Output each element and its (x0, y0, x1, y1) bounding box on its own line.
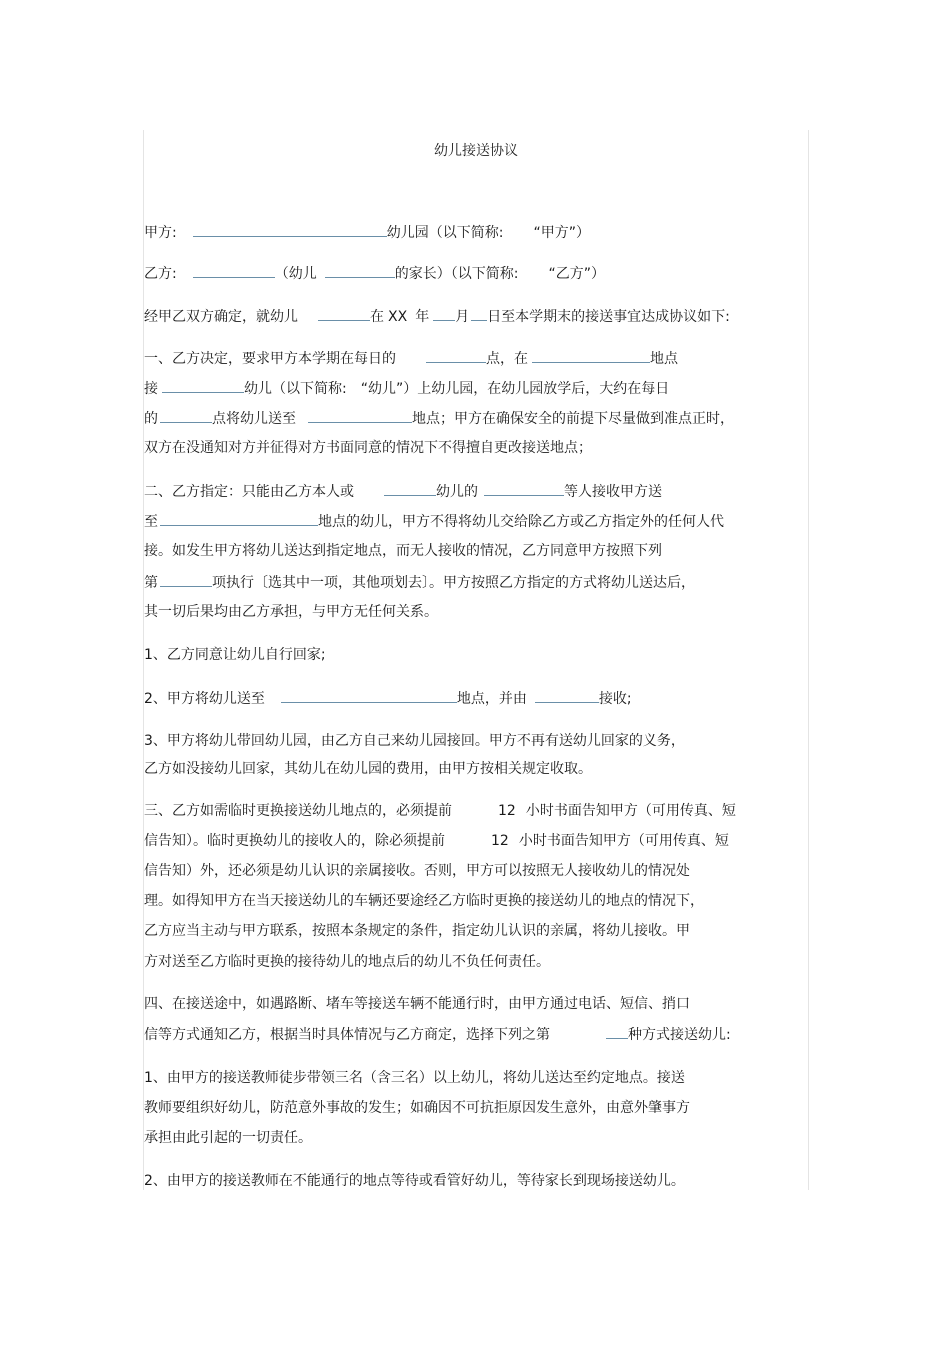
clause2-text-2a: 至 (144, 514, 158, 530)
party-a-label: 甲方: (144, 225, 177, 241)
clause1-dropoff-time-blank[interactable] (160, 408, 212, 423)
option1-line: 1、乙方同意让幼儿自行回家; (144, 647, 326, 663)
party-b-line (144, 263, 605, 283)
party-b-after: 的家长）（以下简称: (394, 266, 519, 282)
clause2-text-4a: 第 (144, 575, 158, 591)
option2-text-a: 2、甲方将幼儿送至 (144, 691, 265, 707)
clause1-dropoff-place-blank[interactable] (308, 408, 412, 423)
option3-line1: 3、甲方将幼儿带回幼儿园，由乙方自己来幼儿园接回。甲方不再有送幼儿回家的义务， (144, 733, 685, 749)
option2-text-b: 地点，并由 (456, 691, 527, 707)
clause2-text-1b: 幼儿的 (436, 484, 478, 500)
option2-line (144, 688, 632, 708)
clause1-time-blank[interactable] (426, 348, 486, 363)
intro-text-3: 年 (415, 309, 430, 325)
clause2-place-blank[interactable] (160, 511, 318, 526)
intro-text-5: 日至本学期末的接送事宜达成协议如下: (487, 309, 730, 325)
intro-line (144, 306, 730, 326)
party-b-alias: “乙方”） (548, 266, 605, 282)
clause1-text-3b: 点将幼儿送至 (212, 411, 296, 427)
clause3-line3: 信告知）外，还必须是幼儿认识的亲属接收。否则，甲方可以按照无人接收幼儿的情况处 (144, 863, 690, 879)
party-a-alias: “甲方”） (533, 225, 590, 241)
intro-text-2: 在 (370, 309, 384, 325)
option2-text-c: 接收; (598, 691, 632, 707)
clause3-text-2a: 信告知）。临时更换幼儿的接收人的，除必须提前 (144, 833, 445, 849)
clause3-text-1b: 小时书面告知甲方（可用传真、短 (525, 803, 736, 819)
party-b-mid: （幼儿 (274, 266, 317, 282)
clause1-line3 (144, 408, 734, 428)
clause2-text-1a: 二、乙方指定：只能由乙方本人或 (144, 484, 354, 500)
document-title: 幼儿接送协议 (434, 143, 518, 159)
party-a-name-blank[interactable] (193, 222, 387, 237)
method1-line1: 1、由甲方的接送教师徒步带领三名（含三名）以上幼儿，将幼儿送达至约定地点。接送 (144, 1070, 685, 1086)
clause1-text-1b: 点，在 (486, 351, 528, 367)
clause1-text-1a: 一、乙方决定，要求甲方本学期在每日的 (144, 351, 396, 367)
clause2-text-1c: 等人接收甲方送 (564, 484, 662, 500)
option2-place-blank[interactable] (281, 688, 457, 703)
clause1-line1 (144, 348, 678, 368)
clause3-hours-2: 12 (491, 833, 509, 849)
intro-year: XX (388, 309, 408, 325)
clause1-text-3c: 地点；甲方在确保安全的前提下尽量做到准点正时， (412, 411, 734, 427)
clause3-line5: 乙方应当主动与甲方联系，按照本条规定的条件，指定幼儿认识的亲属，将幼儿接收。甲 (144, 923, 690, 939)
clause2-line4 (144, 572, 695, 592)
clause1-text-2a: 接 (144, 381, 158, 397)
clause3-line1 (144, 801, 736, 821)
clause2-designee-blank[interactable] (384, 481, 436, 496)
clause1-text-3a: 的 (144, 411, 158, 427)
intro-day-blank[interactable] (471, 306, 487, 321)
clause4-line2 (144, 1024, 731, 1044)
clause4-line1: 四、在接送途中，如遇路断、堵车等接送车辆不能通行时，由甲方通过电话、短信、捎口 (144, 996, 690, 1012)
clause3-line6: 方对送至乙方临时更换的接待幼儿的地点后的幼儿不负任何责任。 (144, 954, 550, 970)
clause1-place-blank[interactable] (532, 348, 650, 363)
method1-line3: 承担由此引起的一切责任。 (144, 1130, 312, 1146)
clause4-text-2b: 种方式接送幼儿: (628, 1027, 731, 1043)
clause2-line2 (144, 511, 724, 531)
option2-receiver-blank[interactable] (535, 688, 599, 703)
method2-line: 2、由甲方的接送教师在不能通行的地点等待或看管好幼儿，等待家长到现场接送幼儿。 (144, 1173, 685, 1189)
clause4-method-blank[interactable] (606, 1024, 628, 1039)
clause1-text-1c: 地点 (650, 351, 678, 367)
intro-text-4: 月 (455, 309, 470, 325)
document-page (143, 130, 809, 1190)
party-a-after: 幼儿园（以下简称: (386, 225, 504, 241)
clause2-relation-blank[interactable] (484, 481, 564, 496)
clause1-line4: 双方在没通知对方并征得对方书面同意的情况下不得擅自更改接送地点； (144, 440, 592, 456)
clause2-option-blank[interactable] (160, 572, 212, 587)
clause2-line3: 接。如发生甲方将幼儿送达到指定地点，而无人接收的情况，乙方同意甲方按照下列 (144, 543, 662, 559)
clause2-line5: 其一切后果均由乙方承担，与甲方无任何关系。 (144, 604, 438, 620)
method1-line2: 教师要组织好幼儿，防范意外事故的发生；如确因不可抗拒原因发生意外，由意外肇事方 (144, 1100, 690, 1116)
party-b-name-blank[interactable] (193, 263, 275, 278)
option3-line2: 乙方如没接幼儿回家，其幼儿在幼儿园的费用，由甲方按相关规定收取。 (144, 761, 592, 777)
clause3-hours-1: 12 (498, 803, 516, 819)
clause2-text-4b: 项执行〔选其中一项，其他项划去〕。甲方按照乙方指定的方式将幼儿送达后， (212, 575, 695, 591)
party-b-label: 乙方: (144, 266, 177, 282)
clause3-text-2b: 小时书面告知甲方（可用传真、短 (518, 833, 729, 849)
clause1-line2 (144, 378, 669, 398)
clause1-text-2b: 幼儿（以下简称: (244, 381, 347, 397)
clause1-text-2c: “幼儿”）上幼儿园，在幼儿园放学后，大约在每日 (360, 381, 670, 397)
party-b-child-blank[interactable] (325, 263, 395, 278)
intro-text-1: 经甲乙双方确定，就幼儿 (144, 309, 298, 325)
clause2-line1 (144, 481, 662, 501)
intro-child-blank[interactable] (318, 306, 370, 321)
intro-month-blank[interactable] (433, 306, 455, 321)
clause4-text-2a: 信等方式通知乙方，根据当时具体情况与乙方商定，选择下列之第 (144, 1027, 550, 1043)
clause3-line2 (144, 831, 729, 851)
clause3-line4: 理。如得知甲方在当天接送幼儿的车辆还要途经乙方临时更换的接送幼儿的地点的情况下， (144, 893, 704, 909)
party-a-line (144, 222, 590, 242)
clause3-text-1a: 三、乙方如需临时更换接送幼儿地点的，必须提前 (144, 803, 452, 819)
clause1-pickup-blank[interactable] (162, 378, 244, 393)
clause2-text-2b: 地点的幼儿，甲方不得将幼儿交给除乙方或乙方指定外的任何人代 (318, 514, 724, 530)
